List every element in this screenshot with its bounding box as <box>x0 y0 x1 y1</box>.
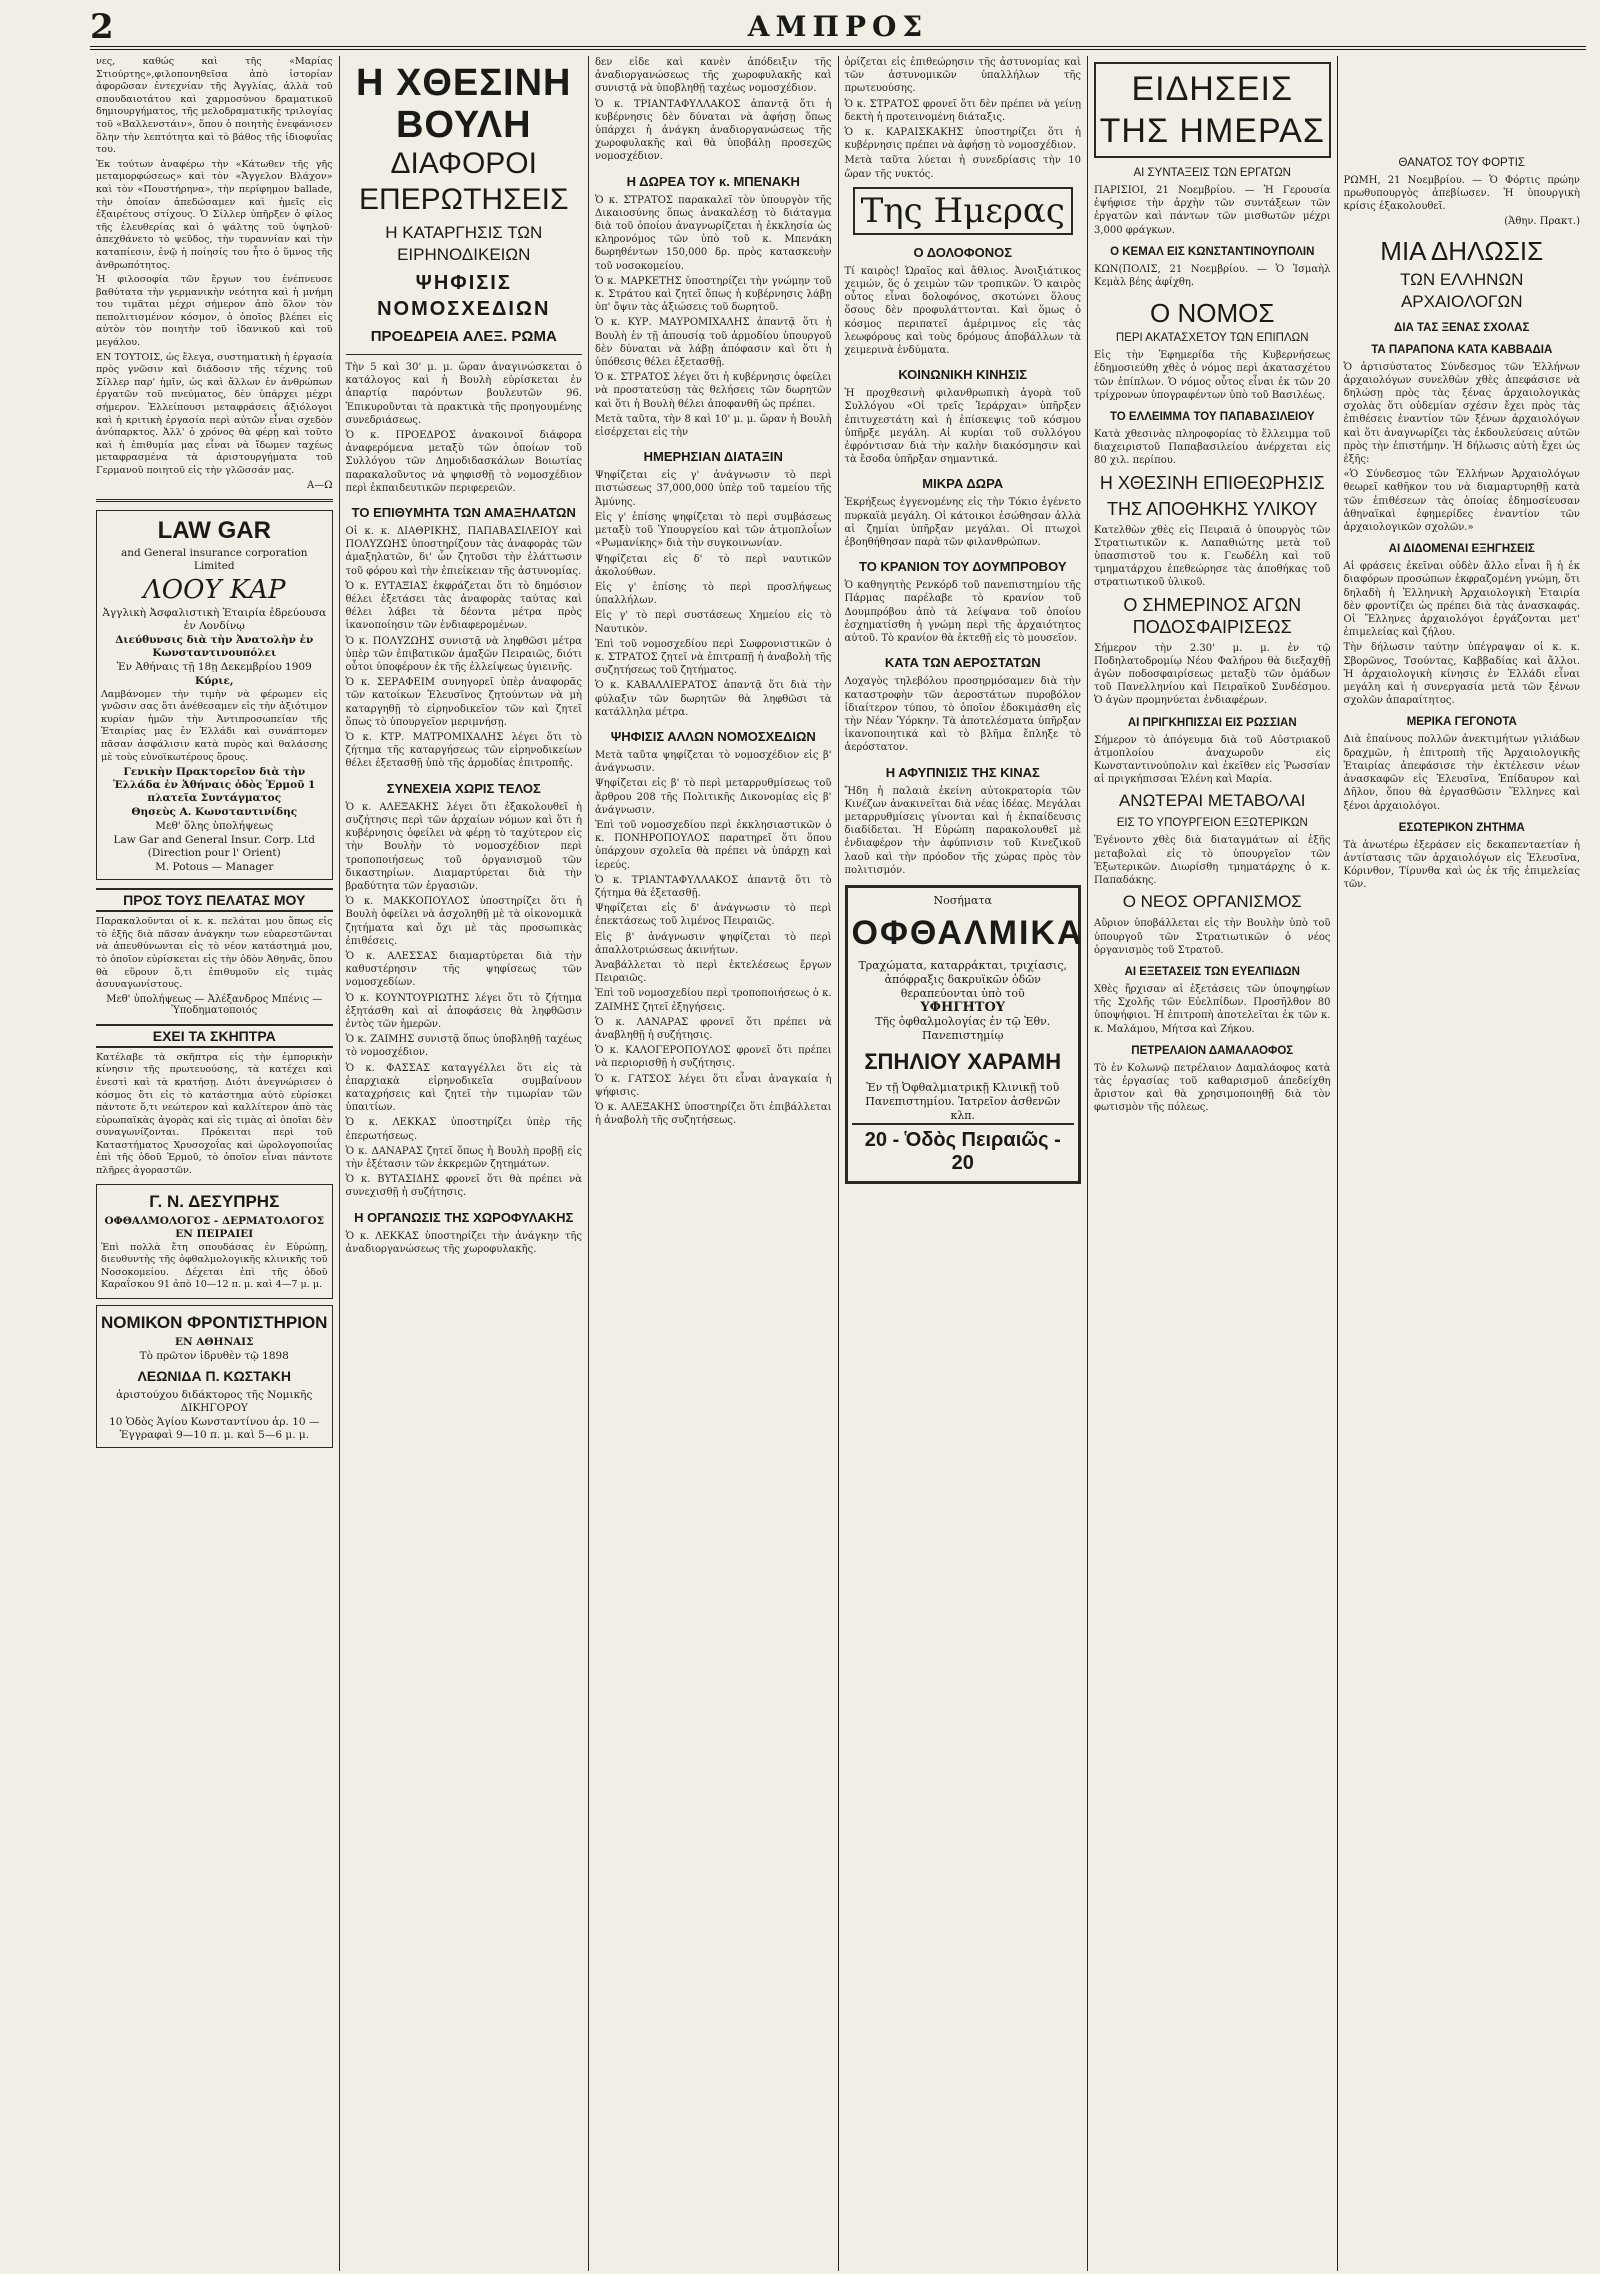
explanations-heading: ΑΙ ΔΙΔΟΜΕΝΑΙ ΕΞΗΓΗΣΕΙΣ <box>1388 543 1535 556</box>
petroleum-body: Τὸ ἐν Κολωνῷ πετρέλαιον Δαμαλάοφος κατὰ τὰς ἐργασίας τοῦ καθαρισμοῦ ἀπεδείχθη ἄριστον καὶ θὰ χρησιμοποιηθῇ διὰ τὸν φωτισμὸν τῆς πόλεως. <box>1094 1062 1331 1114</box>
petroleum-heading: ΠΕΤΡΕΛΑΙΟΝ ΔΑΜΑΛΑΟΦΟΣ <box>1131 1044 1294 1057</box>
schiller-article-p2: Ἐκ τούτων ἀναφέρω τὴν «Κάτωθεν τῆς γῆς μεταμορφώσεως» καὶ τὸν «Ἄγγελον Βλάχον» καὶ τὸν «Πουστήρηνα», τὴν περίφημον ballade, τὴν ὁποίαν ἀπεδώσαμεν καὶ ἡμεῖς εἰς ἐξαιρέτους στίχους. Ὁ Σίλλερ ὑπῆρξεν ὁ φίλος τῆς ἐλευθερίας καὶ ὁ ψάλτης τοῦ ὑψηλοῦ· ἀπεχθάνετο τὸ ψεῦδος, τὴν τυραννίαν καὶ τὴν καταπίεσιν, ἐνῷ ἡ ποίησίς του ἦτο ὁ ὕμνος τῆς ἀνθρωπότητος. <box>96 158 333 271</box>
law-subheading: ΠΕΡΙ ΑΚΑΤΑΣΧΕΤΟΥ ΤΩΝ ΕΠΙΠΛΩΝ <box>1115 332 1309 345</box>
china-body: Ἤδη ἡ παλαιὰ ἐκείνη αὐτοκρατορία τῶν Κινέζων ἀνακινεῖται διὰ νέας ἰδέας. Μεγάλαι μεταρρυθμίσεις γίνονται καὶ ἡ ἐκπαίδευσις διαδίδεται. Ἡ Εὐρώπη παρακολουθεῖ μὲ ἐνδιαφέρον τὴν ἀφύπνισιν τοῦ Κινεζικοῦ λαοῦ καὶ τὴν πρόοδον τῆς χώρας πρὸς τὸν πολιτισμόν. <box>844 785 1081 876</box>
col3-p2: Ὁ κ. ΤΡΙΑΝΤΑΦΥΛΛΑΚΟΣ ἀπαντᾷ ὅτι ἡ κυβέρνησις δὲν δύναται νὰ ἀφήσῃ ὅπως ὑπάρχει ἡ ἀνάγκη ἀναδιοργανώσεως τῆς χωροφυλακῆς καὶ θὰ ὑποβάλῃ προσεχῶς νομοσχέδιον. <box>595 98 832 163</box>
inspection-subheading: ΤΗΣ ΑΠΟΘΗΚΗΣ ΥΛΙΚΟΥ <box>1106 498 1318 519</box>
insurance-ad-address: Γενικὴν Πρακτορεῖον διὰ τὴν Ἑλλάδα ἐν Ἀθήναις ὁδὸς Ἑρμοῦ 1 πλατεῖα Συντάγματος <box>113 766 316 805</box>
eye-ad-rank: ΥΦΗΓΗΤΟΥ <box>920 999 1006 1015</box>
law-office-name: ΛΕΩΝΙΔΑ Π. ΚΩΣΤΑΚΗ <box>137 1368 291 1385</box>
insurance-ad-subtitle: and General insurance corporation Limited <box>120 546 308 572</box>
organization-heading: Ο ΝΕΟΣ ΟΡΓΑΝΙΣΜΟΣ <box>1122 892 1302 912</box>
doctor-ad <box>96 1184 333 1299</box>
parliament-p2: Ὁ κ. ΠΡΟΕΔΡΟΣ ἀνακοινοῖ διάφορα ἀναφερόμενα μεταξὺ τῶν ὁποίων τοῦ Συλλόγου τῶν Δημοδιδασκάλων Βοιωτίας παρακαλοῦντος νὰ ψηφισθῇ τὸ νομοσχέδιον περὶ ἐκπαιδευτικῶν περιφερειῶν. <box>345 430 582 494</box>
fortis-body: ΡΩΜΗ, 21 Νοεμβρίου. — Ὁ Φόρτις πρώην πρωθυπουργὸς ἀπεβίωσεν. Ἡ ὑπουργικὴ κρίσις ἐξακολουθεῖ. <box>1343 175 1580 213</box>
col4-p1: ὁρίζεται εἰς ἐπιθεώρησιν τῆς ἀστυνομίας καὶ τῶν ἀστυνομικῶν ὑπαλλήλων τῆς πρωτευούσης. <box>844 57 1081 95</box>
deficit-body: Κατὰ χθεσινὰς πληροφορίας τὸ ἔλλειμμα τοῦ διαχειριστοῦ Παπαβασιλείου ἀνέρχεται εἰς 80 χιλ. περίπου. <box>1094 429 1331 467</box>
declaration-subheading-2: ΔΙΑ ΤΑΣ ΞΕΝΑΣ ΣΧΟΛΑΣ <box>1394 321 1530 334</box>
col3-p6: Ὁ κ. ΣΤΡΑΤΟΣ λέγει ὅτι ἡ κυβέρνησις ὀφείλει νὰ προστατεύσῃ τὰς θελήσεις τῶν δωρητῶν καὶ ὅτι ἡ Βουλὴ θέλει ἀποφανθῆ ὡς πρέπει. <box>595 372 832 410</box>
facts-body: Διὰ ἐπαίνους πολλῶν ἀνεκτιμήτων γιλιάδων δραχμῶν, ἡ ἐπιτροπὴ τῆς Ἀρχαιολογικῆς Ἑταιρίας ἀπεφάσισε τὴν ἐκτέλεσιν νέων ἀνασκαφῶν εἰς Ἐλευσῖνα, Ἐπίδαυρον καὶ Δῆλον, ὅπου θὰ ἐργασθῶσιν Ἕλληνες καὶ ξένοι ἀρχαιολόγοι. <box>1343 734 1580 812</box>
declaration-subheading: ΤΩΝ ΕΛΛΗΝΩΝ ΑΡΧΑΙΟΛΟΓΩΝ <box>1400 269 1524 311</box>
parliament-p15: Ὁ κ. ΔΑΝΑΡΑΣ ζητεῖ ὅπως ἡ Βουλὴ προβῇ εἰς τὴν ἐξέτασιν τῶν ἐκκρεμῶν ζητημάτων. <box>345 1145 582 1170</box>
parliament-p4: Ὁ κ. ΕΥΤΑΞΙΑΣ ἐκφράζεται ὅτι τὸ δημόσιον θέλει ἐξετάσει τὰς ἀναφορὰς ταύτας καὶ θέλει λάβει τὰ δέοντα μέτρα πρὸς ἱκανοποίησιν τῶν ἐνδιαφερομένων. <box>345 580 582 632</box>
insurance-ad-line1: Ἀγγλικὴ Ἀσφαλιστικὴ Ἑταιρία ἐδρεύουσα ἐν Λονδίνῳ <box>102 606 327 632</box>
eye-doctor-ad <box>845 885 1082 1184</box>
changes-subheading: ΕΙΣ ΤΟ ΥΠΟΥΡΓΕΙΟΝ ΕΞΩΤΕΡΙΚΩΝ <box>1116 817 1308 830</box>
article-signature: Α—Ω <box>306 479 333 491</box>
parliament-p13: Ὁ κ. ΦΑΣΣΑΣ καταγγέλλει ὅτι εἰς τὰ ἐπαρχιακὰ εἰρηνοδικεῖα συμβαίνουν καταχρήσεις καὶ ζητεῖ τὴν τιμωρίαν τῶν ὑπαιτίων. <box>345 1062 582 1114</box>
insurance-ad-date: Ἐν Ἀθήναις τῇ 18ῃ Δεκεμβρίου 1909 <box>116 660 312 673</box>
benakis-heading: Η ΔΩΡΕΑ ΤΟΥ κ. ΜΠΕΝΑΚΗ <box>626 173 800 189</box>
pensions-body: ΠΑΡΙΣΙΟΙ, 21 Νοεμβρίου. — Ἡ Γερουσία ἐψήφισε τὴν ἀρχὴν τῶν συντάξεων τῶν ἐργατῶν καὶ πάντων τῶν μισθωτῶν μέχρι 3,000 φράγκων. <box>1094 185 1331 236</box>
column-5 <box>1088 56 1338 2271</box>
col3-p26: Ὁ κ. ΑΛΕΞΑΚΗΣ ὑποστηρίζει ὅτι ἐπιβάλλεται ἡ ἀναβολὴ τῆς συζητήσεως. <box>595 1102 832 1127</box>
murderer-heading: Ο ΔΟΛΟΦΟΝΟΣ <box>913 244 1012 260</box>
insurance-ad-greek-title: ΛΟΟΥ ΚΑΡ <box>142 574 286 605</box>
doctor-name: Γ. Ν. ΔΕΣΥΠΡΗΣ <box>149 1191 280 1211</box>
law-body: Εἰς τὴν Ἐφημερίδα τῆς Κυβερνήσεως ἐδημοσιεύθη χθὲς ὁ νόμος περὶ ἀκατασχέτου τῶν ἐπίπλων. Ὁ νόμος οὗτος εἶναι ἐκ τῶν 20 τρίχρονων ὑπογραφέντων ὑπὸ τοῦ Βασιλέως. <box>1094 350 1331 401</box>
facts-heading: ΜΕΡΙΚΑ ΓΕΓΟΝΟΤΑ <box>1406 716 1517 729</box>
col3-p9: Εἰς γ' ἐπίσης ψηφίζεται τὸ περὶ συμβάσεως μεταξὺ τοῦ Ὑπουργείου καὶ τῶν ἀτμοπλοΐων «Ρωμανίκης» διὰ τὴν συγκοινωνίαν. <box>595 511 832 550</box>
social-body: Ἡ προχθεσινὴ φιλανθρωπικὴ ἀγορὰ τοῦ Συλλόγου «Οἱ τρεῖς Ἱεράρχαι» ὑπῆρξεν ἐπιτυχεστάτη καὶ ἡ ἐπίσκεψις τοῦ κόσμου ὑπῆρξε μεγάλη. Αἱ κυρίαι τοῦ συλλόγου ἐφρόντισαν διὰ τὴν καλὴν διακόσμησιν καὶ τὰ ἔσοδα ὑπῆρξαν σημαντικά. <box>844 388 1081 466</box>
small-gifts-body: Ἐκρήξεως ἐγγενομένης εἰς τὴν Τόκιο ἐγένετο πυρκαϊὰ μεγάλη. Οἱ κάτοικοι ἐσώθησαν ἀλλὰ αἱ ζημίαι ὑπῆρξαν μεγάλαι. Οἱ πτωχοὶ ἐβοηθήθησαν παρὰ τῶν φιλανθρώπων. <box>844 497 1081 549</box>
column-6 <box>1338 56 1587 2271</box>
murderer-body: Τί καιρὸς! Ὡραῖος καὶ ἄθλιος. Ἀνοιξιάτικος χειμών, ὅς ὁ χειμὼν τῶν τροπικῶν. Ὁ καιρὸς οὗτος εἶναι δολοφόνος, σκοτώνει ὅλους ὅσους δὲν προφυλάττονται. Καὶ ὅμως ὁ κόσμος περιπατεῖ ἀμέριμνος εἰς τὰς λεωφόρους καὶ τοὺς δρόμους ἀποβάλλων τὰ χειμερινὰ ἐνδύματα. <box>844 265 1081 357</box>
parliament-subheadline: ΔΙΑΦΟΡΟΙ ΕΠΕΡΩΤΗΣΕΙΣ <box>358 147 569 216</box>
explanations-body-2: Τὴν δήλωσιν ταύτην ὑπέγραψαν οἱ κ. κ. Σβορῶνος, Τσούντας, Καββαδίας καὶ ἄλλοι. Ἡ ἀρχαιολογικὴ κίνησις ἐν Ἑλλάδι εἶναι μεγάλη καὶ ἡ συνεργασία μετὰ τῶν ξένων σχολῶν ἀπαραίτητος. <box>1343 642 1580 707</box>
col3-p5: Ὁ κ. ΚΥΡ. ΜΑΥΡΟΜΙΧΑΛΗΣ ἀπαντᾷ ὅτι ἡ Βουλὴ ἐν τῇ ἀπουσίᾳ τοῦ ἁρμοδίου ὑπουργοῦ δὲν δύναται νὰ λάβῃ ἀπόφασιν καὶ ὅτι ἡ ὑπόθεσις θέλει ἐξετασθῇ. <box>595 317 832 369</box>
col3-p18: Ὁ κ. ΤΡΙΑΝΤΑΦΥΛΛΑΚΟΣ ἀπαντᾷ ὅτι τὸ ζήτημα θὰ ἐξετασθῇ. <box>595 874 832 899</box>
deficit-heading: ΤΟ ΕΛΛΕΙΜΜΑ ΤΟΥ ΠΑΠΑΒΑΣΙΛΕΙΟΥ <box>1109 411 1315 424</box>
col3-p22: Ἐπὶ τοῦ νομοσχεδίου περὶ τροποποιήσεως ὁ κ. ΖΑΙΜΗΣ ζητεῖ ἐξηγήσεις. <box>595 988 832 1013</box>
col3-p14: Ὁ κ. ΚΑΒΑΛΛΙΕΡΑΤΟΣ ἀπαντᾷ ὅτι διὰ τὴν φύλαξιν τῶν δωρητῶν θὰ ληφθῶσι τὰ κατάλληλα μέτρα. <box>595 680 832 718</box>
law-office-sub: ΕΝ ΑΘΗΝΑΙΣ <box>174 1336 254 1349</box>
col3-p12: Εἰς γ' τὸ περὶ συστάσεως Χημείου εἰς τὸ Ναυτικὸν. <box>595 610 832 635</box>
col3-p19: Ψηφίζεται εἰς δ' ἀνάγνωσιν τὸ περὶ ἐπεκτάσεως τοῦ λιμένος Πειραιῶς. <box>595 903 832 928</box>
column-1 <box>90 56 340 2271</box>
skeptra-heading: ΕΧΕΙ ΤΑ ΣΚΗΠΤΡΑ <box>96 1024 333 1048</box>
law-heading: Ο ΝΟΜΟΣ <box>1150 298 1275 329</box>
insurance-ad-title: LAW GAR <box>157 516 271 544</box>
students-signature: Μεθ' ὑπολήψεως — Ἀλέξανδρος Μπένις — Ὑποδηματοποιός <box>106 993 323 1016</box>
parliament-presidency: ΠΡΟΕΔΡΕΙΑ ΑΛΕΞ. ΡΩΜΑ <box>370 328 557 345</box>
column-2 <box>340 56 590 2271</box>
insurance-ad-salutation: Κύριε, <box>194 674 234 687</box>
kemal-heading: Ο ΚΕΜΑΛ ΕΙΣ ΚΩΝΣΤΑΝΤΙΝΟΥΠΟΛΙΝ <box>1110 245 1315 258</box>
insurance-ad <box>96 510 333 881</box>
newspaper-title: ΑΜΠΡΟΣ <box>747 10 929 43</box>
eye-ad-clinic: Ἐν τῇ Ὀφθαλμιατρικῇ Κλινικῇ τοῦ Πανεπιστημίου. Ἰατρεῖον ἀσθενῶν κλπ. <box>865 1080 1061 1122</box>
divider <box>346 354 583 355</box>
parliament-p12: Ὁ κ. ΖΑΙΜΗΣ συνιστᾷ ὅπως ὑποβληθῇ ταχέως τὸ νομοσχέδιον. <box>345 1034 582 1059</box>
col3-p15: Μετὰ ταῦτα ψηφίζεται τὸ νομοσχέδιον εἰς β' ἀνάγνωσιν. <box>595 749 832 775</box>
other-bills-heading: ΨΗΦΙΣΙΣ ΑΛΛΩΝ ΝΟΜΟΣΧΕΔΙΩΝ <box>610 728 816 744</box>
small-gifts-heading: ΜΙΚΡΑ ΔΩΡΑ <box>922 476 1004 492</box>
divider <box>96 499 333 502</box>
col3-p8: Ψηφίζεται εἰς γ' ἀνάγνωσιν τὸ περὶ πιστώσεως 37,000,000 ὑπὲρ τοῦ ταμείου τῆς Ἀμύνης. <box>595 470 832 508</box>
law-office-title: ΝΟΜΙΚΟΝ ΦΡΟΝΤΙΣΤΗΡΙΟΝ <box>101 1313 328 1333</box>
law-office-founded: Τὸ πρῶτον ἱδρυθὲν τῷ 1898 <box>139 1350 289 1363</box>
declaration-body: Ὁ ἀρτισύστατος Σύνδεσμος τῶν Ἑλλήνων ἀρχαιολόγων συνελθὼν χθὲς ἀπεφάσισε νὰ δηλώσῃ πρὸς τὰς ξένας ἀρχαιολογικὰς σχολὰς ὅτι οὐδεμίαν σχέσιν ἔχει πρὸς τὰς ἐπιθέσεις ἐναντίον τῶν ξένων ἀρχαιολόγων καὶ ὅτι ἀναγνωρίζει τὰς ἐκδουλεύσεις αὐτῶν πρὸς τὴν ἐπιστήμην. Ἡ δήλωσις αὐτὴ ἔχει ὡς ἑξῆς: <box>1343 361 1580 466</box>
internal-body: Τὰ ἀνωτέρω ἐξεράσεν εἰς δεκαπενταετίαν ἡ ἀντίστασις τῶν ἀρχαιολόγων εἰς Ἐλευσῖνα, Κόρινθον, Τίρυνθα καὶ ὡς ἐκ τῆς ἐπιμελείας τῶν. <box>1343 839 1580 891</box>
col3-p13: Ἐπὶ τοῦ νομοσχεδίου περὶ Σωφρονιστικῶν ὁ κ. ΣΤΡΑΤΟΣ ζητεῖ νὰ ἐπιτραπῇ ἡ ἀναβολὴ τῆς συζητήσεως τοῦ ζητήματος. <box>595 638 832 677</box>
balloons-heading: ΚΑΤΑ ΤΩΝ ΑΕΡΟΣΤΑΤΩΝ <box>884 655 1041 671</box>
col3-p4: Ὁ κ. ΜΑΡΚΕΤΗΣ ὑποστηρίζει τὴν γνώμην τοῦ κ. Στράτου καὶ ζητεῖ ὅπως ἡ κυβέρνησις λάβῃ ὑπ' ὄψιν τὰς ἀξιώσεις τοῦ δωρητοῦ. <box>595 275 832 314</box>
eye-ad-doctor-name: ΣΠΗΛΙΟΥ ΧΑΡΑΜΗ <box>864 1048 1062 1074</box>
inspection-body: Κατελθὼν χθὲς εἰς Πειραιᾶ ὁ ὑπουργὸς τῶν Στρατιωτικῶν κ. Λαπαθιώτης μετὰ τοῦ ὑπασπιστοῦ του κ. Γεωδέλη καὶ τοῦ τμηματάρχου ἐπεθεώρησε τὰς ἀποθήκας τοῦ στρατιωτικοῦ ὑλικοῦ. <box>1094 524 1331 589</box>
cadets-heading: ΑΙ ΕΞΕΤΑΣΕΙΣ ΤΩΝ ΕΥΕΛΠΙΔΩΝ <box>1124 965 1300 978</box>
declaration-body-2: «Ὁ Σύνδεσμος τῶν Ἑλλήνων Ἀρχαιολόγων θεωρεῖ καθῆκον του νὰ διαμαρτυρηθῇ κατὰ τῶν ἐπιθέσεων τὰς ὁποίας ἐδημοσίευσαν ἀθηναϊκαὶ ἐφημερίδες ἐναντίον τῶν ἀρχαιολογικῶν σχολῶν.» <box>1343 469 1580 534</box>
princesses-heading: ΑΙ ΠΡΙΓΚΗΠΙΣΣΑΙ ΕΙΣ ΡΩΣΣΙΑΝ <box>1127 716 1297 729</box>
eye-ad-title: ΟΦΘΑΛΜΙΚΑ <box>851 913 1084 952</box>
princesses-body: Σήμερον τὸ ἀπόγευμα διὰ τοῦ Αὐστριακοῦ ἀτμοπλοίου ἀναχωροῦν εἰς Κωνσταντινούπολιν καὶ ἐκεῖθεν εἰς Ῥωσσίαν αἱ πριγκήπισσαι Ἑλένη καὶ Μαρία. <box>1094 734 1331 786</box>
declaration-heading: ΜΙΑ ΔΗΛΩΣΙΣ <box>1380 235 1544 266</box>
parliament-headline: Η ΧΘΕΣΙΝΗ ΒΟΥΛΗ <box>356 62 572 146</box>
doctor-title: ΟΦΘΑΛΜΟΛΟΓΟΣ - ΔΕΡΜΑΤΟΛΟΓΟΣ ΕΝ ΠΕΙΡΑΙΕΙ <box>104 1214 325 1240</box>
agenda-heading: ΗΜΕΡΗΣΙΑΝ ΔΙΑΤΑΞΙΝ <box>643 449 783 465</box>
parliament-p3: Οἱ κ. κ. ΔΙΑΘΡΙΚΗΣ, ΠΑΠΑΒΑΣΙΛΕΙΟΥ καὶ ΠΟΛΥΖΩΗΣ ὑποστηρίζουν τὰς ἀναφορὰς τῶν ἁμαξηλατῶν, δι' ὧν ζητοῦσι τὴν ἐλάττωσιν τοῦ φόρου καὶ τὴν ἐπιείκειαν τῆς ἀστυνομίας. <box>345 526 582 577</box>
schiller-article-p1: νες, καθώς καὶ τῆς «Μαρίας Στιούρτης»,φιλοπονηθεῖσα ἀπὸ ἱστορίαν ἀφορῶσαν ἐντεχνίαν τῆς Ἀγγλίας, ἀλλὰ τοῦ σπουδαιοτάτου καὶ χαρμοσύνου δραματικοῦ δημιουργήματος, τῆς μελοδραματικῆς τριλογίας τοῦ «Βαλλενστάιν», ὅπου ὁ ποιητὴς ἐνεφάνισεν ὅλην τὴν λεπτότητα καὶ τὸ βάθος τῆς ἰδιοφυΐας του. <box>96 56 333 156</box>
masthead <box>90 8 1586 50</box>
insurance-ad-line2: Διεύθυνσις διὰ τὴν Ἀνατολὴν ἐν Κωνσταντινουπόλει <box>115 633 314 659</box>
skeptra-body: Κατέλαβε τὰ σκῆπτρα εἰς τὴν ἐμπορικὴν κίνησιν τῆς πρωτευούσης, τὰ κατέχει καὶ ἐνεστὶ καὶ τὰ κρατήσῃ. Διότι ἀνεγνώρισεν ὁ κόσμος ὅτι εἰς τὸ κατάστημα αὐτὸ εὑρίσκει πάντοτε ὅ,τι νεώτερον καὶ καλλίτερον ἀπὸ τὰς εὐρωπαϊκὰς ἀγορὰς καὶ εἰς τιμὰς αἱ ὁποῖαι δὲν συναγωνίζονται. Πρόκειται περὶ τοῦ Καταστήματος Χρυσοχοΐας καὶ ὡρολογοποιΐας ἐπὶ τῆς ὁδοῦ Ἑρμοῦ, τὸ ὁποῖον εἶναι πάντοτε πλῆρες ἀγοραστῶν. <box>96 1051 333 1177</box>
parliament-p11: Ὁ κ. ΚΟΥΝΤΟΥΡΙΩΤΗΣ λέγει ὅτι τὸ ζήτημα ἐξητάσθη καὶ αἱ ἀποφάσεις θὰ ληφθῶσιν ἐντὸς τῶν ἡμερῶν. <box>345 992 582 1030</box>
col3-p23: Ὁ κ. ΛΑΝΑΡΑΣ φρονεῖ ὅτι πρέπει νὰ ἀναβληθῇ ἡ συζήτησις. <box>595 1016 832 1041</box>
football-body: Σήμερον τὴν 2.30' μ. μ. ἐν τῷ Ποδηλατοδρομίῳ Νέου Φαλήρου θὰ διεξαχθῇ ἀγὼν ποδοσφαιρίσεως μεταξὺ τῶν ὁμάδων τοῦ Πανελληνίου καὶ Πειραϊκοῦ Συνδέσμου. Ὁ ἀγὼν προμηνύεται ἐνδιαφέρων. <box>1094 642 1331 707</box>
parliament-subhead-bills: ΨΗΦΙΣΙΣ ΝΟΜΟΣΧΕΔΙΩΝ <box>377 272 551 320</box>
kemal-body: ΚΩΝ(ΠΟΛΙΣ, 21 Νοεμβρίου. — Ὁ Ἰσμαὴλ Κεμὰλ βέης ἀφίχθη. <box>1094 263 1331 289</box>
parliament-p7: Ὁ κ. ΚΤΡ. ΜΑΤΡΟΜΙΧΑΛΗΣ λέγει ὅτι τὸ ζήτημα τῆς καταργήσεως τῶν εἰρηνοδικείων θέλει ἐξετασθῇ ὑπὸ τῆς ἁρμοδίας ἐπιτροπῆς. <box>345 732 582 770</box>
col3-p10: Ψηφίζεται εἰς δ' τὸ περὶ ναυτικῶν ἀκολούθων. <box>595 553 832 578</box>
columns <box>90 56 1586 2271</box>
headline-spacer <box>1344 56 1581 148</box>
insurance-ad-closing: Μεθ' ὅλης ὑπολήψεως <box>155 820 274 833</box>
students-body: Παρακαλοῦνται οἱ κ. κ. πελάται μου ὅπως εἰς τὸ ἑξῆς διὰ πᾶσαν ἀνάγκην των εὐαρεστῶνται νὰ ἀπευθύνωνται εἰς τὸ νέον κατάστημά μου, τὸ ὁποῖον εὑρίσκεται εἰς τὴν ὁδὸν Ἀθηνᾶς, ὅπου θὰ εὕρουν ὅ,τι ἐπιθυμοῦν εἰς τιμὰς ἀσυναγωνίστους. <box>96 916 333 991</box>
col4-p3: Ὁ κ. ΚΑΡΑΙΣΚΑΚΗΣ ὑποστηρίζει ὅτι ἡ κυβέρνησις πρέπει νὰ ἀφήσῃ τὸ νομοσχέδιον. <box>844 127 1081 152</box>
col3-p25: Ὁ κ. ΓΑΤΣΟΣ λέγει ὅτι εἶναι ἀναγκαία ἡ ψήφισις. <box>595 1073 832 1098</box>
skull-body: Ὁ καθηγητὴς Ρενκόρδ τοῦ πανεπιστημίου τῆς Πάρμας παρέλαβε τὸ κρανίον τοῦ Δουμπρόβου ἀπὸ τὰ λείψανα τοῦ ὁποίου ἐσχηματίσθη ἡ γνώμη περὶ τῆς ἀρχαιότητος αὐτοῦ. Τὸ κρανίον θὰ ἐκτεθῇ εἰς τὸ μουσεῖον. <box>844 580 1081 645</box>
football-heading: Ο ΣΗΜΕΡΙΝΟΣ ΑΓΩΝ ΠΟΔΟΣΦΑΙΡΙΣΕΩΣ <box>1123 594 1302 637</box>
col3-p3: Ὁ κ. ΣΤΡΑΤΟΣ παρακαλεῖ τὸν ὑπουργὸν τῆς Δικαιοσύνης ὅπως ἀνακαλέσῃ τὸ διάταγμα διὰ τοῦ ὁποίου ἀναγνωρίζεται ἡ ἐκκλησία ὡς κληρονόμος τῶν ὑπὸ τοῦ κ. Μπενάκη δωρηθέντων 150,000 δρ. πρὸς κατασκευὴν τοῦ νοσοκομείου. <box>595 194 832 272</box>
col3-p20: Εἰς β' ἀνάγνωσιν ψηφίζεται τὸ περὶ ἀπαλλοτριώσεως ἀκινήτων. <box>595 931 832 956</box>
col4-p2: Ὁ κ. ΣΤΡΑΤΟΣ φρονεῖ ὅτι δὲν πρέπει νὰ γείνῃ δεκτὴ ἡ προτεινομένη διάταξις. <box>844 98 1081 123</box>
schiller-article-p4: ΕΝ ΤΟΥΤΟΙΣ, ὡς ἔλεγα, συστηματικὴ ἡ ἐργασία πρὸς γνῶσιν καὶ διάδοσιν τῆς τέχνης τοῦ Σίλλερ παρ' ἡμῖν, ὡς καὶ ἄλλων ἐν ἀνθρώπων ἐργατῶν τοῦ πνεύματος, δὲν ὑπάρχει μέχρι σήμερον. Ἐλλείπουσι μεταφράσεις ἀξιόλογοι καὶ ἡ κριτικὴ ἐργασία περὶ αὐτῶν εἶναι σχεδὸν ἀνύπαρκτος. Ἀλλ' ὁ χρόνος θὰ φέρῃ καὶ τοῦτο καὶ ἡ ἐπιθυμία μας εἶναι νὰ ἴδωμεν ταχέως μεταφρασμένα τὰ ἀριστουργήματα τοῦ Γερμανοῦ ποιητοῦ εἰς τὴν γλῶσσάν μας. <box>96 351 333 476</box>
col3-p7: Μετὰ ταῦτα, τὴν 8 καὶ 10' μ. μ. ὥραν ἡ Βουλὴ εἰσέρχεται εἰς τὴν <box>595 413 832 439</box>
parliament-p17: Ὁ κ. ΛΕΚΚΑΣ ὑποστηρίζει τὴν ἀνάγκην τῆς ἀναδιοργανώσεως τῆς χωροφυλακῆς. <box>345 1230 582 1255</box>
inspection-heading: Η ΧΘΕΣΙΝΗ ΕΠΙΘΕΩΡΗΣΙΣ <box>1099 472 1325 493</box>
col3-p17: Ἐπὶ τοῦ νομοσχεδίου περὶ ἐκκλησιαστικῶν ὁ κ. ΠΟΝΗΡΟΠΟΥΛΟΣ παρατηρεῖ ὅτι ὅπου ὑπάρχουν σχολεῖα θὰ πρέπει νὰ ὑπάρχῃ καὶ ἱερεύς. <box>595 819 832 871</box>
declaration-subheading-3: ΤΑ ΠΑΡΑΠΟΝΑ ΚΑΤΑ ΚΑΒΒΑΔΙΑ <box>1371 343 1553 356</box>
coachmen-heading: ΤΟ ΕΠΙΘΥΜΗΤΑ ΤΩΝ ΑΜΑΞΗΛΑΤΩΝ <box>351 505 576 521</box>
column-3 <box>589 56 839 2271</box>
parliament-p9: Ὁ κ. ΜΑΚΚΟΠΟΥΛΟΣ ὑποστηρίζει ὅτι ἡ Βουλὴ ὀφείλει νὰ ἀσχοληθῇ μὲ τὰ οἰκονομικὰ ζητήματα καὶ ὄχι μὲ τὰς προσωπικὰς ἐπιθέσεις. <box>345 896 582 947</box>
parliament-p8: Ὁ κ. ΑΛΕΞΑΚΗΣ λέγει ὅτι ἐξακολουθεῖ ἡ συζήτησις περὶ τῶν ἀρχαίων νόμων καὶ ὅτι ἡ κυβέρνησις ὀφείλει νὰ φέρῃ τὸ ταχύτερον εἰς τὴν Βουλὴν τὸ νομοσχέδιον περὶ τροποποιήσεως τοῦ ὀργανισμοῦ τῶν δικαστηρίων. Διαμαρτύρεται διὰ τὴν βραδύτητα τῶν ἐργασιῶν. <box>345 801 582 892</box>
changes-heading: ΑΝΩΤΕΡΑΙ ΜΕΤΑΒΟΛΑΙ <box>1118 791 1306 811</box>
schiller-article-p3: Ἡ φιλοσοφία τῶν ἔργων του ἐνέπνευσε βαθύτατα τὴν γερμανικὴν νεότητα καὶ ἡ μνήμη του τιμᾶται μέχρι σήμερον ἀπὸ ὅλον τὸν πεπολιτισμένον κόσμον, ὁ ὁποῖος βλέπει εἰς αὐτὸν τὸν ποιητὴν τοῦ ἰδανικοῦ καὶ τοῦ μεγάλου. <box>96 274 333 349</box>
news-of-day-headline: ΕΙΔΗΣΕΙΣ ΤΗΣ ΗΜΕΡΑΣ <box>1094 62 1331 158</box>
changes-body: Ἐγένοντο χθὲς διὰ διαταγμάτων αἱ ἑξῆς μεταβολαὶ εἰς τὸ ὑπουργεῖον τῶν Ἐξωτερικῶν. Διωρίσθη τμηματάρχης ὁ κ. Παπαδάκης. <box>1094 835 1331 887</box>
organization-body: Αὔριον ὑποβάλλεται εἰς τὴν Βουλὴν ὑπὸ τοῦ ὑπουργοῦ τῶν Στρατιωτικῶν ὁ νέος ὀργανισμὸς τοῦ Στρατοῦ. <box>1094 918 1331 956</box>
parliament-p6: Ὁ κ. ΣΕΡΑΦΕΙΜ συνηγορεῖ ὑπὲρ ἀναφορᾶς τῶν κατοίκων Ἐλευσῖνος ζητούντων νὰ μὴ καταργηθῇ τὸ εἰρηνοδικεῖον τῶν καὶ ζητεῖ ὅπως τὸ ὑπουργεῖον μεριμνήσῃ. <box>345 677 582 728</box>
pensions-heading: ΑΙ ΣΥΝΤΑΞΕΙΣ ΤΩΝ ΕΡΓΑΤΩΝ <box>1133 167 1291 179</box>
students-heading: ΠΡΟΣ ΤΟΥΣ ΠΕΛΑΤΑΣ ΜΟΥ <box>96 888 333 912</box>
doctor-body: Ἐπὶ πολλὰ ἔτη σπουδάσας ἐν Εὐρώπῃ, διευθυντὴς τῆς ὀφθαλμολογικῆς κλινικῆς τοῦ Νοσοκομείου. Δέχεται ἐπὶ τῆς ὁδοῦ Καραΐσκου 91 ἀπὸ 10—12 π. μ. καὶ 4—7 μ. μ. <box>101 1241 328 1291</box>
insurance-ad-manager: M. Potous — Manager <box>155 861 274 874</box>
page-number: 2 <box>90 7 114 47</box>
parliament-p14: Ὁ κ. ΛΕΚΚΑΣ ὑποστηρίζει ὑπὲρ τῆς ἐπερωτήσεως. <box>345 1117 582 1142</box>
col3-p21: Ἀναβάλλεται τὸ περὶ ἐκτελέσεως ἔργων Πειραιῶς. <box>595 959 832 985</box>
cadets-body: Χθὲς ἤρχισαν αἱ ἐξετάσεις τῶν ὑποψηφίων τῆς Σχολῆς τῶν Εὐελπίδων. Προσῆλθον 80 ὑποψήφιοι. Ἡ ἐπιτροπὴ ἀποτελεῖται ἐκ τῶν κ. κ. Μαλάμου, Μήτσα καὶ Ζήκου. <box>1094 983 1331 1035</box>
eye-ad-text: Τραχώματα, καταρράκται, τριχίασις, ἀπόφραξις δακρυϊκῶν ὁδῶν θεραπεύονται ὑπὸ τοῦ <box>858 958 1068 1000</box>
col3-p24: Ὁ κ. ΚΑΛΟΓΕΡΟΠΟΥΛΟΣ φρονεῖ ὅτι πρέπει νὰ περιορισθῇ ἡ συζήτησις. <box>595 1045 832 1070</box>
eye-ad-address: 20 - Ὁδὸς Πειραιῶς - 20 <box>852 1123 1075 1175</box>
skull-heading: ΤΟ ΚΡΑΝΙΟΝ ΤΟΥ ΔΟΥΜΠΡΟΒΟΥ <box>858 559 1067 575</box>
law-office-role: ἀριστούχου διδάκτορος τῆς Νομικῆς ΔΙΚΗΓΟΡΟΥ <box>116 1389 313 1415</box>
eye-ad-affiliation: Τῆς ὀφθαλμολογίας ἐν τῷ Ἐθν. Πανεπιστημίῳ <box>875 1014 1051 1042</box>
parliament-p10: Ὁ κ. ΑΛΕΣΣΑΣ διαμαρτύρεται διὰ τὴν καθυστέρησιν τῆς ψηφίσεως τῶν νομοσχεδίων. <box>345 950 582 989</box>
column-4 <box>839 56 1089 2271</box>
parliament-p16: Ὁ κ. ΒΥΤΑΣΙΔΗΣ φρονεῖ ὅτι θὰ πρέπει νὰ συνεχισθῇ ἡ συζήτησις. <box>345 1174 582 1199</box>
fortis-source: (Ἀθην. Πρακτ.) <box>1504 215 1580 227</box>
china-heading: Η ΑΦΥΠΝΙΣΙΣ ΤΗΣ ΚΙΝΑΣ <box>885 764 1040 780</box>
parliament-p5: Ὁ κ. ΠΟΛΥΖΩΗΣ συνιστᾷ νὰ ληφθῶσι μέτρα ὑπὲρ τῶν ἐπιβατικῶν ἁμαξῶν Πειραιῶς, διότι οὗτοι ὑποφέρουν ἐκ τῆς ἐλλείψεως ὑγιεινῆς. <box>345 635 582 674</box>
insurance-ad-company: Law Gar and General Insur. Corp. Ltd (Direction pour l' Orient) <box>113 834 315 860</box>
parliament-subhead-courts: Η ΚΑΤΑΡΓΗΣΙΣ ΤΩΝ ΕΙΡΗΝΟΔΙΚΕΙΩΝ <box>385 223 543 264</box>
parliament-p1: Τὴν 5 καὶ 30' μ. μ. ὥραν ἀναγινώσκεται ὁ κατάλογος καὶ ἡ Βουλὴ εὑρίσκεται ἐν ἀπαρτίᾳ παρόντων βουλευτῶν 96. Ἐπικυροῦνται τὰ πρακτικὰ τῆς προηγουμένης συνεδριάσεως. <box>345 362 582 426</box>
eye-ad-label: Νοσήματα <box>933 893 992 907</box>
of-the-day-heading: Της Ημερας <box>853 187 1074 235</box>
col3-p11: Εἰς γ' ἐπίσης τὸ περὶ προσλήψεως ὑπαλλήλων. <box>595 581 832 607</box>
internal-heading: ΕΣΩΤΕΡΙΚΟΝ ΖΗΤΗΜΑ <box>1398 821 1525 834</box>
social-heading: ΚΟΙΝΩΝΙΚΗ ΚΙΝΗΣΙΣ <box>898 367 1028 383</box>
gendarmerie-heading: Η ΟΡΓΑΝΩΣΙΣ ΤΗΣ ΧΩΡΟΦΥΛΑΚΗΣ <box>354 1209 574 1225</box>
law-office-address: 10 Ὁδὸς Ἁγίου Κωνσταντίνου ἀρ. 10 — Ἐγγραφαὶ 9—10 π. μ. καὶ 5—6 μ. μ. <box>109 1416 320 1442</box>
fortis-heading: ΘΑΝΑΤΟΣ ΤΟΥ ΦΟΡΤΙΣ <box>1398 157 1526 169</box>
explanations-body: Αἱ φράσεις ἐκεῖναι οὐδὲν ἄλλο εἶναι ἢ ἡ ἐκ διαφόρων προσώπων ἐκφραζομένη γνώμη, ὅτι δηλαδὴ ἡ Ἑλληνικὴ Ἀρχαιολογικὴ Ἑταιρία δὲν φροντίζει ὡς πρέπει διὰ τὰς ἀνασκαφάς. Οἱ Ἕλληνες ἀρχαιολόγοι ἐργάζονται μετ' ἐπιμελείας καὶ ζήλου. <box>1343 561 1580 639</box>
insurance-ad-agent: Θησεὺς Α. Κωνσταντινίδης <box>131 806 298 819</box>
law-office-ad <box>96 1305 333 1448</box>
col4-p4: Μετὰ ταῦτα λύεται ἡ συνεδρίασις τὴν 10 ὥραν τῆς νυκτός. <box>844 155 1081 180</box>
endless-heading: ΣΥΝΕΧΕΙΑ ΧΩΡΙΣ ΤΕΛΟΣ <box>386 780 541 796</box>
col3-p16: Ψηφίζεται εἰς β' τὸ περὶ μεταρρυθμίσεως τοῦ ἄρθρου 208 τῆς Πολιτικῆς Δικονομίας εἰς β' ἀνάγνωσιν. <box>595 778 832 816</box>
balloons-body: Λοχαγὸς τηλεβόλου προσηρμόσαμεν διὰ τὴν καταστροφὴν τῶν ἀεροστάτων πυροβόλον ἰδιαίτερον τύπου, τὸ ὁποῖον ἐδοκιμάσθη εἰς τὴν Νέαν Ὑόρκην. Τὰ ἀποτελέσματα ὑπῆρξαν ἱκανοποιητικά καὶ τὸ βλῆμα ἔπληξε τὸ ἀερόστατον. <box>844 676 1081 754</box>
insurance-ad-body: Λαμβάνομεν τὴν τιμὴν νὰ φέρωμεν εἰς γνῶσιν σας ὅτι ἀνέθεσαμεν εἰς τὴν ἀξιότιμον κυρίαν ἡμῶν τὴν Ἀντιπροσωπείαν τῆς Ἑταιρίας μας ἐν Ἑλλάδι καὶ συνάπτομεν πᾶσαν ἀσφάλισιν κατὰ πυρὸς καὶ θαλάσσης μὲ τοὺς εὐνοϊκωτέρους ὅρους. <box>101 688 328 763</box>
col3-p1: δεν εἶδε καὶ κανὲν ἀπόδειξιν τῆς ἀναδιοργανώσεως τῆς χωροφυλακῆς καὶ συνιστᾷ νὰ ὑποβληθῇ ταχέως νομοσχέδιον. <box>595 57 832 95</box>
